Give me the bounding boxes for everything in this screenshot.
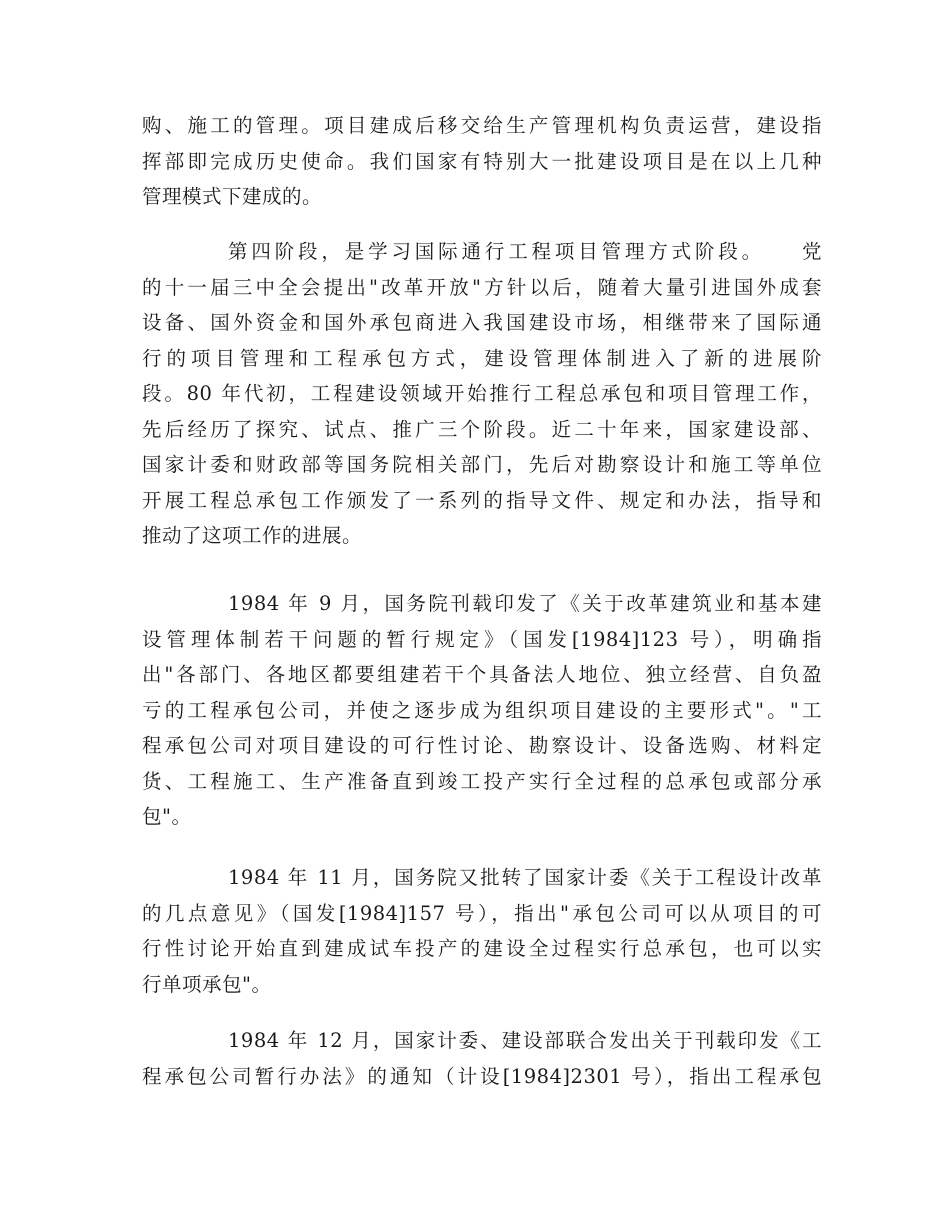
text-line: 包"。 — [142, 805, 192, 828]
text-line: 设备、国外资金和国外承包商进入我国建设市场，相继带来了国际通 — [142, 311, 822, 334]
text-line: 管理模式下建成的。 — [142, 185, 323, 208]
text-line: 开展工程总承包工作颁发了一系列的指导文件、规定和办法，指导和 — [142, 488, 822, 512]
paragraph-1984-november — [142, 860, 822, 1002]
paragraph-fourth-stage — [142, 234, 822, 554]
text-line: 行单项承包"。 — [142, 972, 272, 996]
text-line: 第四阶段，是学习国际通行工程项目管理方式阶段。 党 — [228, 240, 822, 263]
text-line: 程承包公司暂行办法》的通知（计设[1984]2301 号），指出工程承包 — [142, 1064, 822, 1088]
text-line: 段。80 年代初，工程建设领域开始推行工程总承包和项目管理工作， — [142, 382, 822, 405]
text-line: 1984 年 12 月，国家计委、建设部联合发出关于刊载印发《工 — [228, 1029, 822, 1052]
text-line: 亏的工程承包公司，并使之逐步成为组织项目建设的主要形式"。"工 — [142, 698, 822, 722]
text-line: 行的项目管理和工程承包方式，建设管理体制进入了新的进展阶 — [142, 346, 822, 370]
text-line: 的几点意见》（国发[1984]157 号），指出"承包公司可以从项目的可 — [142, 901, 822, 925]
paragraph-management-models — [142, 108, 822, 215]
paragraph-1984-december — [142, 1023, 822, 1094]
text-line: 行性讨论开始直到建成试车投产的建设全过程实行总承包，也可以实 — [142, 937, 822, 960]
text-line: 推动了这项工作的进展。 — [142, 524, 363, 547]
text-line: 先后经历了探究、试点、推广三个阶段。近二十年来，国家建设部、 — [142, 417, 822, 441]
text-line: 出"各部门、各地区都要组建若干个具备法人地位、独立经营、自负盈 — [142, 663, 822, 686]
text-line: 购、施工的管理。项目建成后移交给生产管理机构负责运营，建设指 — [142, 114, 822, 137]
text-line: 国家计委和财政部等国务院相关部门，先后对勘察设计和施工等单位 — [142, 453, 822, 476]
text-line: 1984 年 11 月，国务院又批转了国家计委《关于工程设计改革 — [228, 866, 822, 889]
text-line: 程承包公司对项目建设的可行性讨论、勘察设计、设备选购、材料定 — [142, 734, 822, 757]
text-line: 设管理体制若干问题的暂行规定》（国发[1984]123 号），明确指 — [142, 627, 822, 651]
paragraph-1984-september — [142, 586, 822, 835]
text-line: 货、工程施工、生产准备直到竣工投产实行全过程的总承包或部分承 — [142, 769, 822, 793]
text-line: 的十一届三中全会提出"改革开放"方针以后，随着大量引进国外成套 — [142, 275, 822, 299]
text-line: 挥部即完成历史使命。我们国家有特别大一批建设项目是在以上几种 — [142, 149, 822, 173]
text-line: 1984 年 9 月，国务院刊载印发了《关于改革建筑业和基本建 — [228, 592, 822, 615]
